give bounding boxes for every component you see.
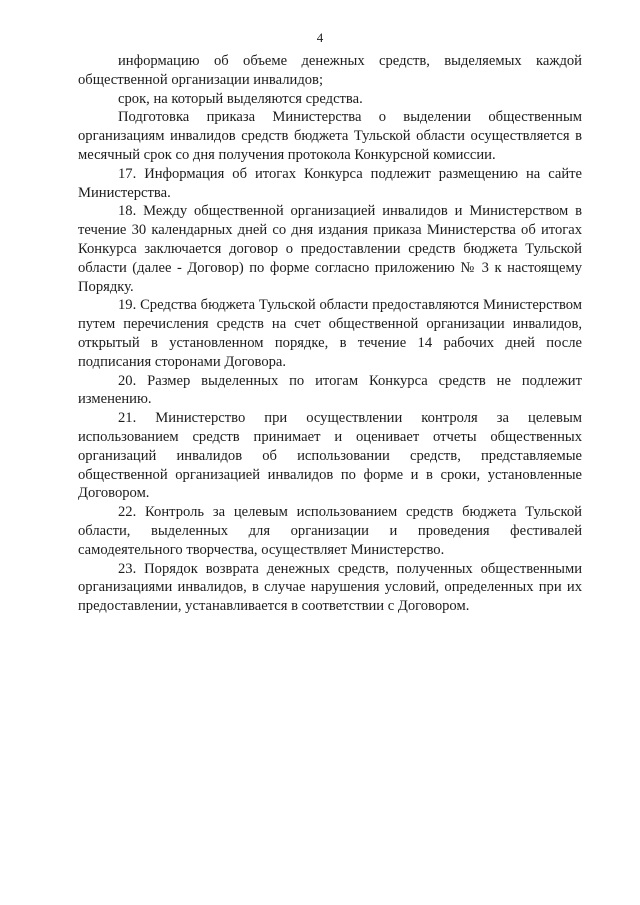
document-body [78, 52, 582, 616]
paragraph-item-19: 19. Средства бюджета Тульской области предоставляются Министерством путем перечисления средств на счет общественной организации инвалидов, открытый в установленном порядке, в течение 14 рабочих дней после подписания сторонами Договора. [78, 297, 582, 370]
paragraph-item-23: 23. Порядок возврата денежных средств, полученных общественными организациями инвалидов, в случае нарушения условий, определенных при их предоставлении, устанавливается в соответствии с Договором. [78, 560, 582, 615]
paragraph-item-20: 20. Размер выделенных по итогам Конкурса средств не подлежит изменению. [78, 372, 582, 408]
paragraph-item-21: 21. Министерство при осуществлении контроля за целевым использованием средств принимает и оценивает отчеты общественных организаций инвалидов об использовании средств, представляемые общественной организацией инвалидов по форме и в сроки, установленные Договором. [78, 410, 582, 502]
paragraph-allocation-info: информацию об объеме денежных средств, выделяемых каждой общественной организации инвалидов; [78, 53, 582, 88]
page-number: 4 [316, 30, 324, 45]
paragraph-order-preparation: Подготовка приказа Министерства о выделении общественным организациям инвалидов средств бюджета Тульской области осуществляется в месячный срок со дня получения протокола Конкурсной комиссии. [78, 109, 582, 163]
paragraph-allocation-term: срок, на который выделяются средства. [118, 90, 363, 107]
paragraph-item-22: 22. Контроль за целевым использованием средств бюджета Тульской области, выделенных для организации и проведения фестивалей самодеятельного творчества, осуществляет Министерство. [78, 504, 582, 558]
paragraph-item-18: 18. Между общественной организацией инвалидов и Министерством в течение 30 календарных дней со дня издания приказа Министерства об итогах Конкурса заключается договор о предоставлении средств бюджета Тульской области (далее - Договор) по форме согласно приложению № 3 к настоящему Порядку. [78, 203, 582, 295]
paragraph-item-17: 17. Информация об итогах Конкурса подлежит размещению на сайте Министерства. [78, 165, 582, 201]
